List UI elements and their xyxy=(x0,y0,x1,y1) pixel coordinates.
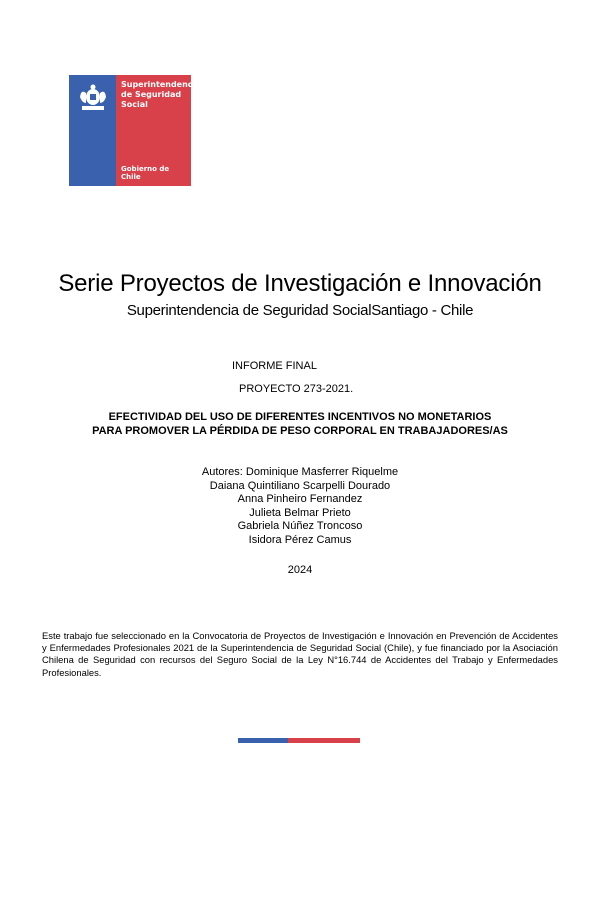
logo-org-line: Social xyxy=(121,100,148,109)
logo-government: Gobierno de Chile xyxy=(121,165,170,181)
report-heading-line: PARA PROMOVER LA PÉRDIDA DE PESO CORPORAL EN TRABAJADORES/AS xyxy=(92,425,508,437)
authors-list xyxy=(0,466,600,547)
flag-bar-red xyxy=(288,738,360,743)
series-subtitle: Superintendencia de Seguridad SocialSantiago - Chile xyxy=(126,302,474,319)
report-heading xyxy=(0,410,600,438)
author-line: Isidora Pérez Camus xyxy=(248,533,352,546)
decorative-flag-bar xyxy=(238,738,360,743)
superintendencia-logo xyxy=(69,75,201,186)
author-line: Daiana Quintiliano Scarpelli Dourado xyxy=(209,479,391,492)
report-heading-line: EFECTIVIDAD DEL USO DE DIFERENTES INCENTIVOS NO MONETARIOS xyxy=(108,411,492,423)
series-title: Serie Proyectos de Investigación e Innovación xyxy=(58,270,542,297)
logo-blue-panel xyxy=(69,75,116,186)
author-line: Anna Pinheiro Fernandez xyxy=(237,493,363,505)
report-type: INFORME FINAL xyxy=(232,360,317,372)
project-code: PROYECTO 273-2021. xyxy=(239,383,354,395)
logo-org-line: Superintendencia xyxy=(121,80,201,89)
chile-coat-of-arms-icon xyxy=(75,81,111,113)
funding-note: Este trabajo fue seleccionado en la Convocatoria de Proyectos de Investigación e Innovación en Prevención de Accidentes y Enfermedades Profesionales 2021 de la Superintendencia de Seguridad Social (Chile), y fue financiado por la Asociación Chilena de Seguridad con recursos del Seguro Social de la Ley N°16.744 de Accidentes del Trabajo y Enfermedades Profesionales. xyxy=(42,630,558,678)
logo-org-name xyxy=(121,80,201,110)
logo-red-panel xyxy=(116,75,201,186)
author-line: Gabriela Núñez Troncoso xyxy=(237,520,363,532)
author-line: Julieta Belmar Prieto xyxy=(249,506,351,519)
flag-bar-blue xyxy=(238,738,288,743)
author-line: Autores: Dominique Masferrer Riquelme xyxy=(201,466,399,478)
logo-org-line: de Seguridad xyxy=(121,90,182,99)
publication-year: 2024 xyxy=(287,564,313,576)
